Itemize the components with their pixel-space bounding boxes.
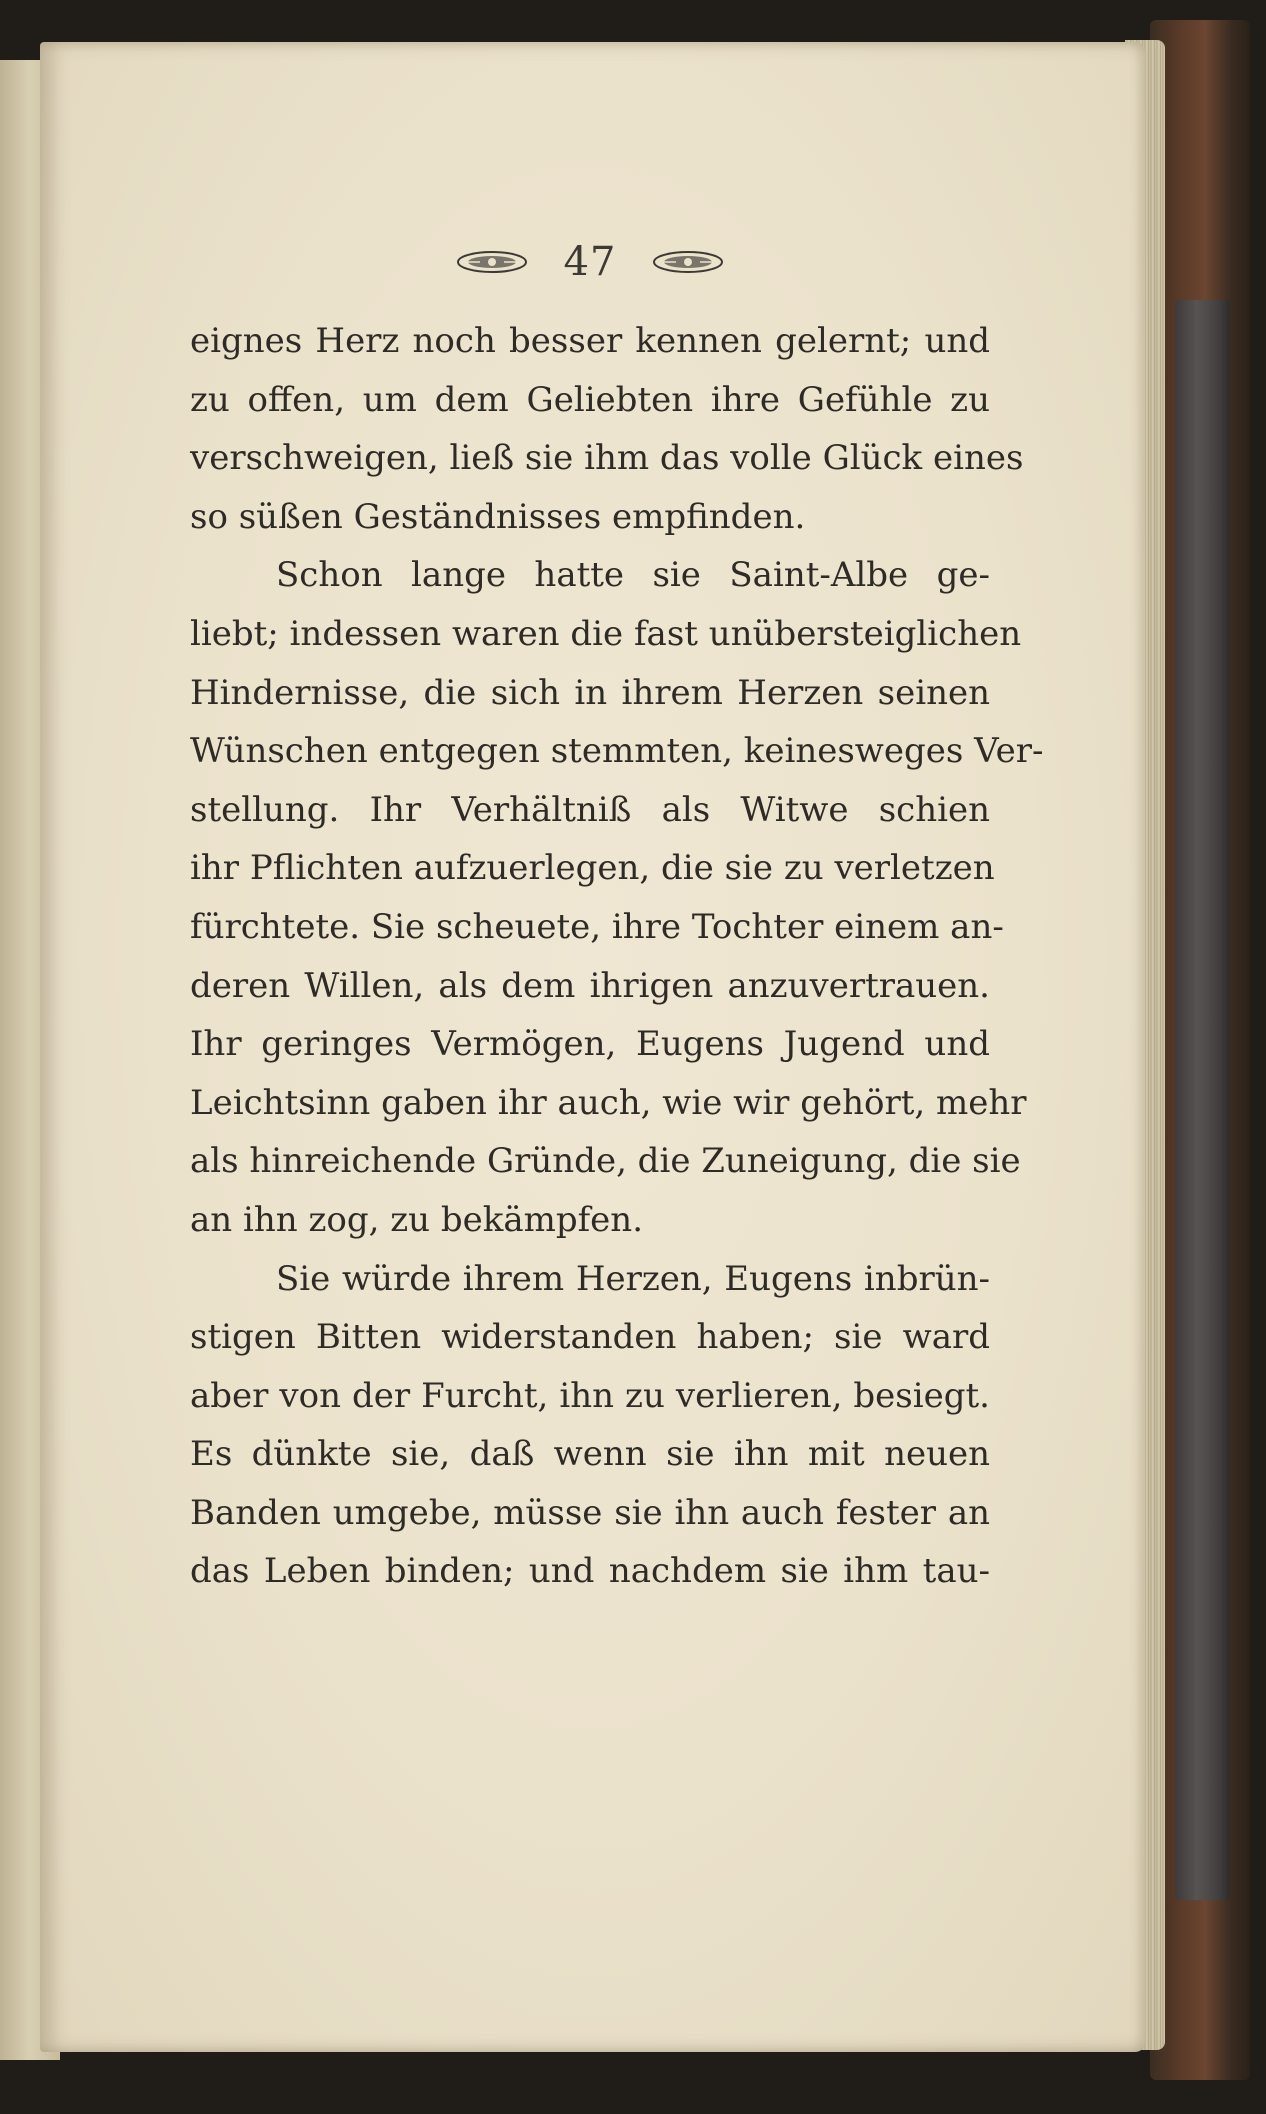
text-line: an ihn zog, zu bekämpfen.: [190, 1199, 644, 1240]
text-line: verschweigen, ließ sie ihm das volle Glück eines: [190, 438, 1024, 479]
text-line: das Leben binden; und nachdem sie ihm tau-: [190, 1551, 990, 1592]
page-number: 47: [563, 239, 617, 285]
text-line: stellung. Ihr Verhältniß als Witwe schien: [190, 789, 990, 830]
text-line: aber von der Furcht, ihn zu verlieren, besiegt.: [190, 1375, 990, 1416]
text-line: Leichtsinn gaben ihr auch, wie wir gehört, mehr: [190, 1082, 1027, 1123]
text-line: eignes Herz noch besser kennen gelernt; und: [190, 321, 990, 361]
page-header: [430, 232, 750, 292]
text-line: fürchtete. Sie scheuete, ihre Tochter einem an-: [190, 906, 1004, 947]
text-line: Sie würde ihrem Herzen, Eugens inbrün-: [276, 1258, 990, 1299]
text-line: Hindernisse, die sich in ihrem Herzen seinen: [190, 672, 990, 713]
left-rosette-icon: [456, 249, 528, 275]
text-line: ihr Pflichten aufzuerlegen, die sie zu verletzen: [190, 848, 995, 889]
right-rosette-icon: [652, 249, 724, 275]
text-line: Banden umgebe, müsse sie ihn auch fester an: [190, 1492, 990, 1533]
text-line: Wünschen entgegen stemmten, keinesweges Ver-: [190, 731, 1044, 772]
text-line: so süßen Geständnisses empfinden.: [190, 496, 806, 537]
book-page: [40, 42, 1145, 2052]
text-line: Ihr geringes Vermögen, Eugens Jugend und: [190, 1024, 990, 1065]
text-line: Schon lange hatte sie Saint-Albe ge-: [276, 555, 990, 596]
text-line: als hinreichende Gründe, die Zuneigung, die sie: [190, 1141, 1021, 1182]
cover-marbled-strip: [1175, 300, 1230, 1900]
text-line: zu offen, um dem Geliebten ihre Gefühle zu: [190, 379, 990, 420]
text-line: stigen Bitten widerstanden haben; sie ward: [190, 1317, 990, 1358]
text-line: Es dünkte sie, daß wenn sie ihn mit neuen: [190, 1434, 990, 1475]
body-text: [190, 312, 1044, 1601]
text-line: liebt; indessen waren die fast unübersteiglichen: [190, 613, 1022, 654]
text-line: deren Willen, als dem ihrigen anzuvertrauen.: [190, 965, 990, 1006]
